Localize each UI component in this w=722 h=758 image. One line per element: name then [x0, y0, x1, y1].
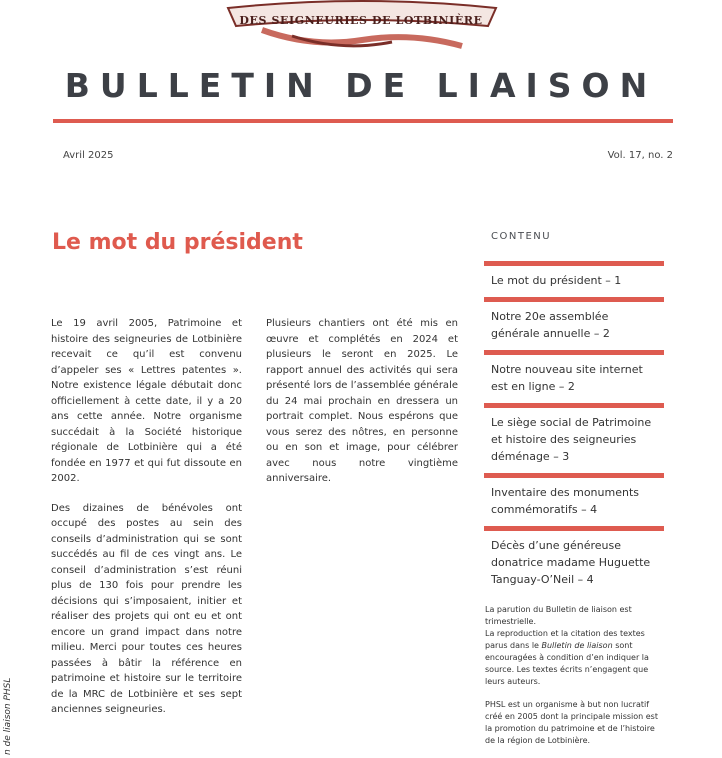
issue-volume: Vol. 17, no. 2	[607, 150, 673, 161]
toc-item[interactable]: Décès d’une généreuse donatrice madame Huguette Tanguay-O’Neil – 4	[484, 526, 664, 596]
toc-item[interactable]: Le mot du président – 1	[484, 261, 664, 297]
article-column-1	[51, 316, 242, 732]
note-bulletin-name: Bulletin de liaison	[541, 641, 613, 650]
toc-item[interactable]: Inventaire des monuments commémoratifs – 4	[484, 473, 664, 526]
margin-caption: n de liaison PHSL	[3, 677, 13, 755]
article-column-2	[266, 316, 458, 501]
toc-item[interactable]: Notre nouveau site internet est en ligne – 2	[484, 350, 664, 403]
note-reproduction-b: sont encouragées à condition d’en indiquer la source. Les textes écrits n’engagent que leurs auteurs.	[485, 641, 649, 686]
paragraph: Le 19 avril 2005, Patrimoine et histoire des seigneuries de Lotbinière recevait ce qu’il est convenu d’appeler ses « Lettres patentes ». Notre existence légale débutait donc officiellement à cette date, il y a 20 ans cette année. Notre organisme succédait à la Société historique régionale de Lotbinière qui a été fondée en 1977 et qui fut dissoute en 2002.	[51, 318, 242, 484]
publication-notes	[485, 604, 663, 758]
table-of-contents	[484, 261, 664, 596]
issue-date: Avril 2025	[63, 150, 114, 161]
note-reproduction-a: La reproduction et la citation des textes parus dans le	[485, 629, 645, 650]
note-paragraph	[485, 604, 663, 688]
note-frequency: La parution du Bulletin de liaison est trimestrielle.	[485, 605, 632, 626]
logo-text: DES SEIGNEURIES DE LOTBINIÈRE	[239, 14, 483, 27]
paragraph: Plusieurs chantiers ont été mis en œuvre et complétés en 2024 et plusieurs le seront en 2025. Le rapport annuel des activités qui sera présenté lors de l’assemblée générale du 24 mai prochain en dressera un portrait complet. Nous espérons que vous serez des nôtres, en personne ou en son et image, pour célébrer avec nous notre vingtième anniversaire.	[266, 318, 458, 484]
title-rule	[53, 119, 673, 123]
toc-item[interactable]: Notre 20e assemblée générale annuelle – 2	[484, 297, 664, 350]
toc-item[interactable]: Le siège social de Patrimoine et histoire des seigneuries déménage – 3	[484, 403, 664, 473]
toc-heading: CONTENU	[491, 231, 552, 242]
note-organization: PHSL est un organisme à but non lucratif créé en 2005 dont la principale mission est la promotion du patrimoine et de l’histoire de la région de Lotbinière.	[485, 700, 658, 745]
bulletin-title: BULLETIN DE LIAISON	[64, 66, 658, 105]
article-headline: Le mot du président	[52, 230, 303, 255]
paragraph: Des dizaines de bénévoles ont occupé des postes au sein des conseils d’administration qui se sont succédés au fil de ces vingt ans. Le conseil d’administration s’est réuni plus de 130 fois pour prendre les décisions qui s’imposaient, initier et réaliser des projets qui ont eu et ont encore un grand impact dans notre milieu. Merci pour toutes ces heures passées à bâtir la référence en patrimoine et histoire sur le territoire de la MRC de Lotbinière et ses sept anciennes seigneuries.	[51, 502, 242, 715]
